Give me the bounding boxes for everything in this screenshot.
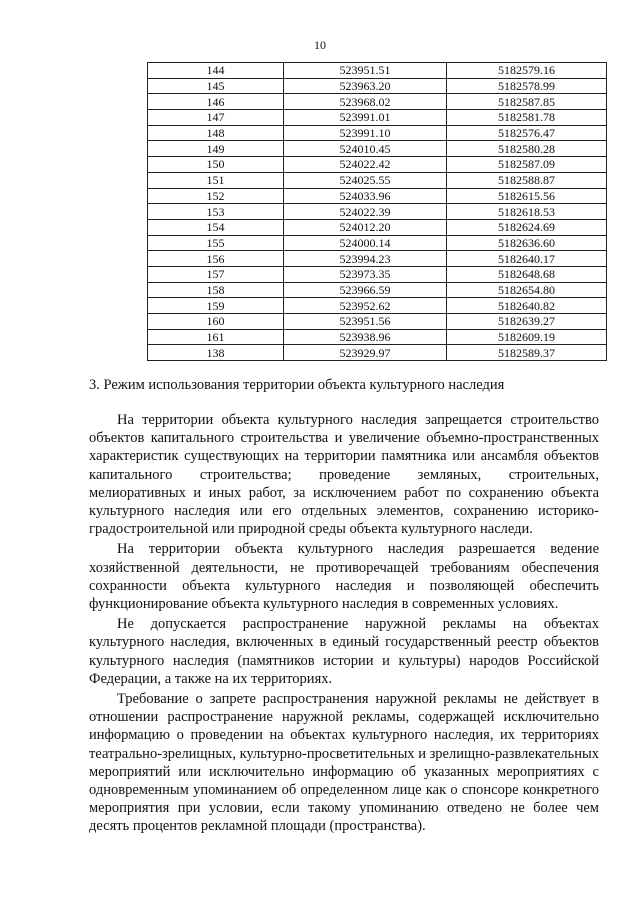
y-coordinate-cell: 5182588.87	[447, 172, 607, 188]
x-coordinate-cell: 523994.23	[284, 251, 447, 267]
y-coordinate-cell: 5182587.09	[447, 157, 607, 173]
y-coordinate-cell: 5182624.69	[447, 219, 607, 235]
x-coordinate-cell: 523951.51	[284, 63, 447, 79]
point-number-cell: 152	[148, 188, 284, 204]
y-coordinate-cell: 5182581.78	[447, 110, 607, 126]
y-coordinate-cell: 5182615.56	[447, 188, 607, 204]
y-coordinate-cell: 5182579.16	[447, 63, 607, 79]
x-coordinate-cell: 524010.45	[284, 141, 447, 157]
table-row	[148, 204, 607, 220]
page-number: 10	[314, 38, 326, 52]
paragraph-advertising-exception: Требование о запрете распространения наружной рекламы не действует в отношении распространение наружной рекламы, содержащей исключительно информацию о проведении на объектах культурного наследия, их территориях театрально-зрелищных, культурно-просветительных и зрелищно-развлекательных мероприятий или исключительно информацию об указанных мероприятиях с одновременным упоминанием об определенном лице как о спонсоре конкретного мероприятия при условии, если такому упоминанию отведено не более чем десять процентов рекламной площади (пространства).	[89, 691, 599, 835]
x-coordinate-cell: 523952.62	[284, 298, 447, 314]
table-row	[148, 314, 607, 330]
point-number-cell: 155	[148, 235, 284, 251]
y-coordinate-cell: 5182580.28	[447, 141, 607, 157]
y-coordinate-cell: 5182636.60	[447, 235, 607, 251]
point-number-cell: 147	[148, 110, 284, 126]
table-row	[148, 282, 607, 298]
table-row	[148, 63, 607, 79]
paragraph-prohibitions: На территории объекта культурного наследия запрещается строительство объектов капитального строительства и увеличение объемно-пространственных характеристик существующих на территории памятника или ансамбля объектов капитального строительства; проведение земляных, строительных, мелиоративных и иных работ, за исключением работ по сохранению объекта культурного наследия или его отдельных элементов, сохранению историко-градостроительной или природной среды объекта культурного наследи.	[89, 412, 599, 538]
table-row	[148, 78, 607, 94]
y-coordinate-cell: 5182639.27	[447, 314, 607, 330]
point-number-cell: 159	[148, 298, 284, 314]
point-number-cell: 161	[148, 329, 284, 345]
point-number-cell: 150	[148, 157, 284, 173]
table-row	[148, 94, 607, 110]
point-number-cell: 153	[148, 204, 284, 220]
x-coordinate-cell: 524012.20	[284, 219, 447, 235]
y-coordinate-cell: 5182589.37	[447, 345, 607, 361]
y-coordinate-cell: 5182587.85	[447, 94, 607, 110]
point-number-cell: 149	[148, 141, 284, 157]
x-coordinate-cell: 524022.39	[284, 204, 447, 220]
table-row	[148, 266, 607, 282]
point-number-cell: 138	[148, 345, 284, 361]
table-row	[148, 110, 607, 126]
table-row	[148, 298, 607, 314]
point-number-cell: 151	[148, 172, 284, 188]
table-row	[148, 157, 607, 173]
x-coordinate-cell: 523963.20	[284, 78, 447, 94]
y-coordinate-cell: 5182640.82	[447, 298, 607, 314]
table-row	[148, 329, 607, 345]
point-number-cell: 144	[148, 63, 284, 79]
y-coordinate-cell: 5182576.47	[447, 125, 607, 141]
x-coordinate-cell: 524025.55	[284, 172, 447, 188]
table-row	[148, 172, 607, 188]
table-row	[148, 125, 607, 141]
coordinates-table-body	[148, 63, 607, 361]
table-row	[148, 188, 607, 204]
x-coordinate-cell: 523966.59	[284, 282, 447, 298]
y-coordinate-cell: 5182654.80	[447, 282, 607, 298]
section-body	[89, 411, 599, 838]
x-coordinate-cell: 523973.35	[284, 266, 447, 282]
y-coordinate-cell: 5182618.53	[447, 204, 607, 220]
section-heading: 3. Режим использования территории объекта культурного наследия	[89, 377, 505, 393]
table-row	[148, 345, 607, 361]
x-coordinate-cell: 523938.96	[284, 329, 447, 345]
y-coordinate-cell: 5182609.19	[447, 329, 607, 345]
table-row	[148, 141, 607, 157]
x-coordinate-cell: 524033.96	[284, 188, 447, 204]
x-coordinate-cell: 523991.01	[284, 110, 447, 126]
paragraph-permitted-activity: На территории объекта культурного наследия разрешается ведение хозяйственной деятельности, не противоречащей требованиям обеспечения сохранности объекта культурного наследия и позволяющей обеспечить функционирование объекта культурного наследия в современных условиях.	[89, 541, 599, 613]
table-row	[148, 219, 607, 235]
point-number-cell: 160	[148, 314, 284, 330]
y-coordinate-cell: 5182648.68	[447, 266, 607, 282]
table-row	[148, 235, 607, 251]
point-number-cell: 145	[148, 78, 284, 94]
x-coordinate-cell: 524022.42	[284, 157, 447, 173]
y-coordinate-cell: 5182640.17	[447, 251, 607, 267]
point-number-cell: 146	[148, 94, 284, 110]
point-number-cell: 148	[148, 125, 284, 141]
point-number-cell: 157	[148, 266, 284, 282]
point-number-cell: 158	[148, 282, 284, 298]
point-number-cell: 154	[148, 219, 284, 235]
coordinates-table	[147, 62, 607, 361]
point-number-cell: 156	[148, 251, 284, 267]
paragraph-advertising-ban: Не допускается распространение наружной рекламы на объектах культурного наследия, включенных в единый государственный реестр объектов культурного наследия (памятников истории и культуры) народов Российской Федерации, а также на их территориях.	[89, 616, 599, 687]
table-row	[148, 251, 607, 267]
x-coordinate-cell: 523929.97	[284, 345, 447, 361]
x-coordinate-cell: 523951.56	[284, 314, 447, 330]
x-coordinate-cell: 524000.14	[284, 235, 447, 251]
x-coordinate-cell: 523968.02	[284, 94, 447, 110]
y-coordinate-cell: 5182578.99	[447, 78, 607, 94]
x-coordinate-cell: 523991.10	[284, 125, 447, 141]
